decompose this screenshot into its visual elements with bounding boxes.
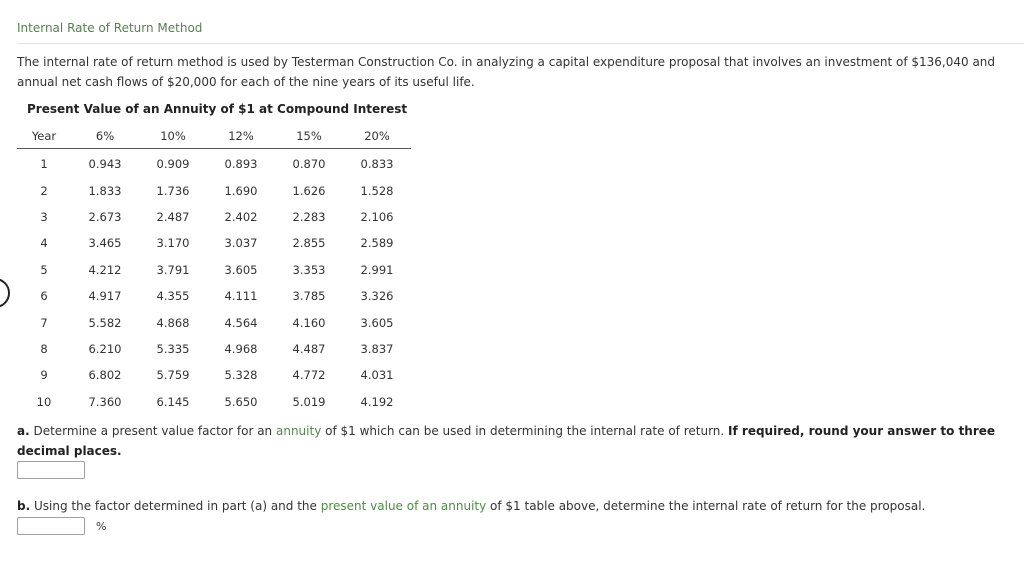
- table-row: [17, 257, 411, 283]
- cell-12pct: 4.111: [224, 289, 258, 304]
- cell-10pct: 3.170: [156, 236, 190, 251]
- cell-6pct: 4.917: [88, 289, 122, 304]
- cell-year: 5: [40, 262, 48, 277]
- cell-year: 10: [36, 394, 52, 409]
- cell-10pct: 5.335: [156, 341, 190, 356]
- rounding-instruction: If required, round your answer to three decimal places.: [17, 424, 996, 458]
- cell-20pct: 4.031: [360, 368, 394, 383]
- cell-6pct: 5.582: [88, 315, 122, 330]
- question-b-text-1: Using the factor determined in part (a) and the: [30, 499, 321, 513]
- cell-10pct: 1.736: [156, 183, 190, 198]
- table-row: [17, 336, 411, 362]
- cell-12pct: 5.650: [224, 394, 258, 409]
- cell-12pct: 3.037: [224, 236, 258, 251]
- question-a-text-2: of $1 which can be used in determining the internal rate of return.: [321, 424, 729, 438]
- cell-12pct: 3.605: [224, 262, 258, 277]
- question-a-text-1: Determine a present value factor for an: [29, 424, 276, 438]
- page-title: Internal Rate of Return Method: [17, 21, 203, 35]
- cell-15pct: 3.353: [292, 262, 326, 277]
- cell-20pct: 2.991: [360, 262, 394, 277]
- cell-15pct: 2.283: [292, 209, 326, 224]
- table-row: [17, 309, 411, 335]
- header-20pct: 20%: [343, 124, 411, 149]
- cell-20pct: 4.192: [360, 394, 394, 409]
- radio-button-partial[interactable]: [0, 278, 10, 308]
- cell-10pct: 5.759: [156, 368, 190, 383]
- title-divider: [17, 43, 1024, 44]
- header-12pct: 12%: [207, 124, 275, 149]
- header-6pct: 6%: [71, 124, 139, 149]
- answer-b-input[interactable]: [17, 517, 85, 535]
- answer-a-input[interactable]: [17, 461, 85, 479]
- cell-year: 7: [40, 315, 48, 330]
- header-10pct: 10%: [139, 124, 207, 149]
- table-row: [17, 204, 411, 230]
- header-year: Year: [17, 124, 71, 149]
- cell-year: 3: [40, 209, 48, 224]
- cell-6pct: 0.943: [88, 157, 122, 172]
- table-row: [17, 389, 411, 415]
- table-row: [17, 362, 411, 388]
- cell-6pct: 1.833: [88, 183, 122, 198]
- cell-20pct: 3.326: [360, 289, 394, 304]
- cell-15pct: 1.626: [292, 183, 326, 198]
- question-b-text-2: of $1 table above, determine the internal rate of return for the proposal.: [486, 499, 926, 513]
- cell-12pct: 5.328: [224, 368, 258, 383]
- table-body: [17, 149, 411, 415]
- cell-year: 2: [40, 183, 48, 198]
- cell-12pct: 4.968: [224, 341, 258, 356]
- cell-20pct: 2.589: [360, 236, 394, 251]
- cell-year: 6: [40, 289, 48, 304]
- cell-12pct: 1.690: [224, 183, 258, 198]
- present-value-table: [17, 124, 411, 415]
- cell-10pct: 4.355: [156, 289, 190, 304]
- cell-20pct: 3.837: [360, 341, 394, 356]
- header-15pct: 15%: [275, 124, 343, 149]
- cell-6pct: 6.802: [88, 368, 122, 383]
- table-row: [17, 177, 411, 203]
- question-b: [17, 496, 1017, 516]
- cell-15pct: 2.855: [292, 236, 326, 251]
- question-b-label: b.: [17, 499, 31, 513]
- cell-year: 1: [40, 157, 48, 172]
- cell-6pct: 2.673: [88, 209, 122, 224]
- cell-15pct: 4.772: [292, 368, 326, 383]
- table-header-row: [17, 124, 411, 149]
- cell-year: 8: [40, 341, 48, 356]
- table-row: [17, 149, 411, 178]
- cell-20pct: 2.106: [360, 209, 394, 224]
- cell-12pct: 0.893: [224, 157, 258, 172]
- question-a: [17, 421, 1017, 461]
- cell-15pct: 4.487: [292, 341, 326, 356]
- cell-10pct: 3.791: [156, 262, 190, 277]
- cell-20pct: 0.833: [360, 157, 394, 172]
- cell-year: 9: [40, 368, 48, 383]
- table-row: [17, 283, 411, 309]
- cell-20pct: 3.605: [360, 315, 394, 330]
- table-row: [17, 230, 411, 256]
- pv-annuity-glossary-link[interactable]: present value of an annuity: [320, 499, 487, 513]
- cell-15pct: 0.870: [292, 157, 326, 172]
- cell-12pct: 2.402: [224, 209, 258, 224]
- cell-10pct: 2.487: [156, 209, 190, 224]
- cell-15pct: 3.785: [292, 289, 326, 304]
- cell-10pct: 6.145: [156, 394, 190, 409]
- cell-12pct: 4.564: [224, 315, 258, 330]
- annuity-glossary-link[interactable]: annuity: [275, 424, 322, 438]
- table-title: Present Value of an Annuity of $1 at Compound Interest: [27, 102, 408, 116]
- cell-10pct: 0.909: [156, 157, 190, 172]
- percent-unit-label: %: [96, 520, 107, 533]
- cell-6pct: 4.212: [88, 262, 122, 277]
- cell-6pct: 3.465: [88, 236, 122, 251]
- problem-statement: The internal rate of return method is used by Testerman Construction Co. in analyzing a capital expenditure proposal that involves an investment of $136,040 and annual net cash flows of $20,000 for each of the nine years of its useful life.: [17, 55, 996, 89]
- cell-6pct: 6.210: [88, 341, 122, 356]
- question-a-label: a.: [17, 424, 30, 438]
- cell-15pct: 4.160: [292, 315, 326, 330]
- cell-year: 4: [40, 236, 48, 251]
- cell-15pct: 5.019: [292, 394, 326, 409]
- cell-6pct: 7.360: [88, 394, 122, 409]
- cell-10pct: 4.868: [156, 315, 190, 330]
- cell-20pct: 1.528: [360, 183, 394, 198]
